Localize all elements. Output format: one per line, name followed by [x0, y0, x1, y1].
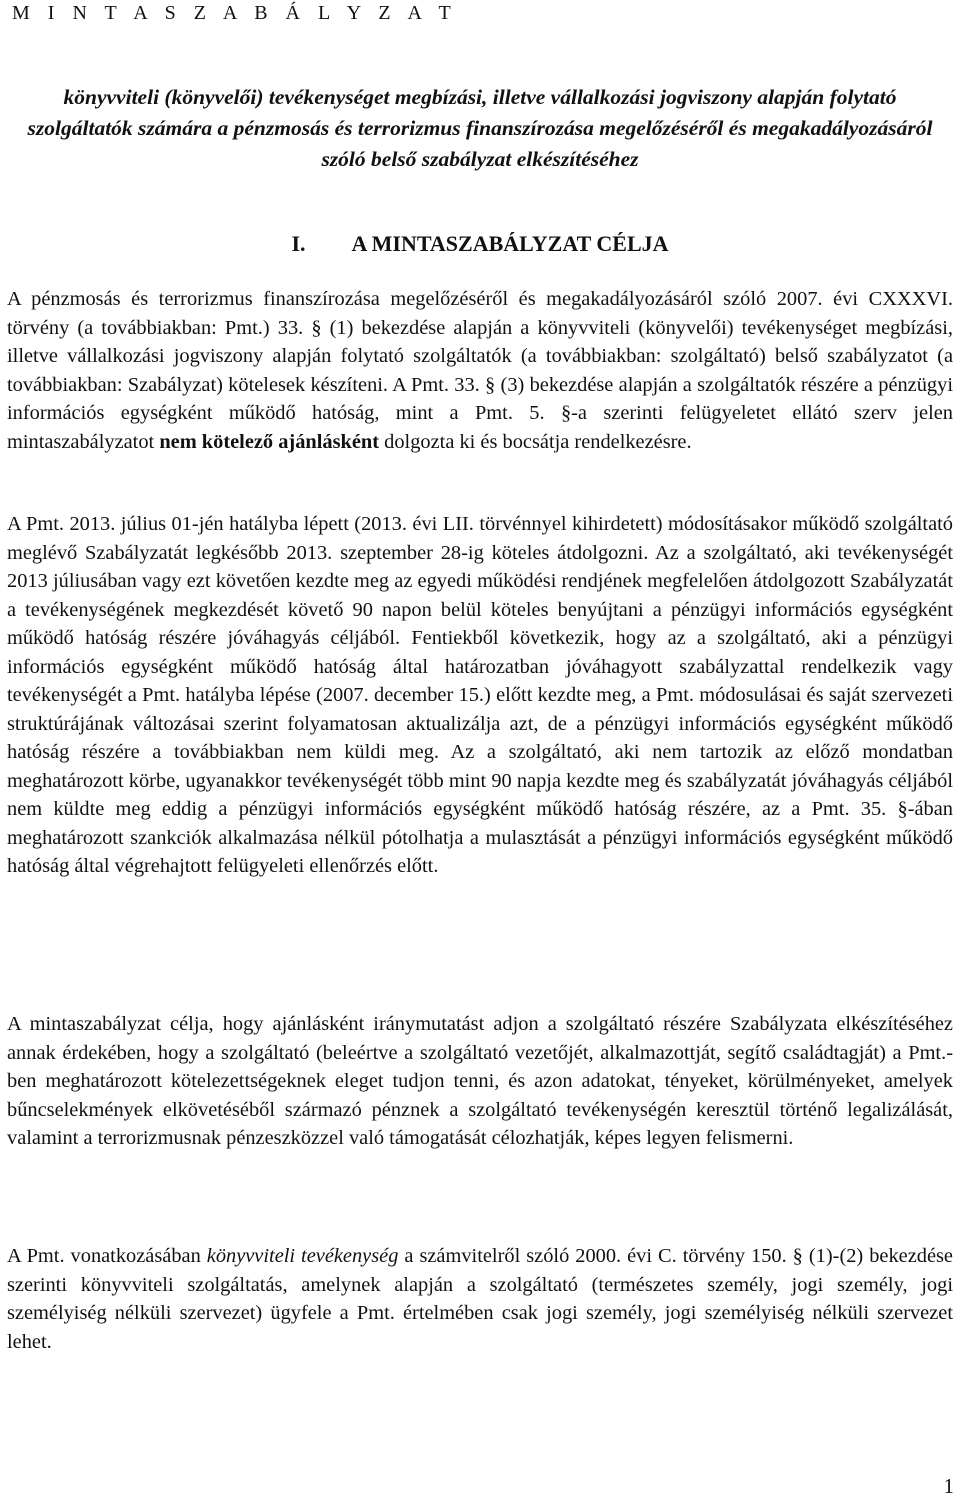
- paragraph-goal: A mintaszabályzat célja, hogy ajánlásként iránymutatást adjon a szolgáltató részére Szabályzata elkészítéséhez annak érdekében, hogy a szolgáltató (beleértve a szolgáltató vezetőjét, alkalmazottját, segítő családtagját) a Pmt.-ben meghatározott kötelezettségeknek eleget tudjon tenni, és azon adatokat, tényeket, körülményeket, amelyek bűncselekmények elkövetéséből származó pénznek a szolgáltató tevékenységén keresztül történő legalizálását, valamint a terrorizmusnak pénzeszközzel való támogatását célozhatják, képes legyen felismerni.: [7, 1013, 953, 1149]
- page-number: 1: [943, 1474, 954, 1498]
- paragraph-text: A Pmt. vonatkozásában: [7, 1245, 207, 1267]
- paragraph-text: a számvitelről szóló 2000. évi C. törvény 150. § (1)-(2) bekezdése szerinti könyvviteli szolgáltatás, amelynek alapján a szolgáltató (természetes személy, jogi személy, jogi személyiség nélküli szervezet) ügyfele a Pmt. értelmében csak jogi személy, jogi személyiség nélküli szervezet lehet.: [7, 1245, 953, 1353]
- section-heading: [0, 226, 960, 262]
- section-title: A MINTASZABÁLYZAT CÉLJA: [351, 231, 669, 256]
- document-subtitle: könyvviteli (könyvelői) tevékenységet megbízási, illetve vállalkozási jogviszony alapján folytató szolgáltatók számára a pénzmosás és terrorizmus finanszírozása megelőzéséről és megakadályozásáról szóló belső szabályzat elkészítéséhez: [27, 85, 933, 171]
- emphasis-text: nem kötelező ajánlásként: [159, 430, 380, 453]
- paragraph-amendment: A Pmt. 2013. július 01-jén hatályba lépett (2013. évi LII. törvénnyel kihirdetett) módosításakor működő szolgáltató meglévő Szabályzatát legkésőbb 2013. szeptember 28-ig köteles átdolgozni. Az a szolgáltató, aki tevékenységét 2013 júliusában vagy ezt követően kezdte meg az egyedi működési rendjének megfelelően átdolgozott Szabályzatát a tevékenységének megkezdését követő 90 napon belül köteles benyújtani a pénzügyi információs egységként működő hatóság részére jóváhagyás céljából. Fentiekből következik, hogy az a szolgáltató, aki a pénzügyi információs egységként működő hatóság által határozatban jóváhagyott szabályzattal rendelkezik vagy tevékenységét a Pmt. hatályba lépése (2007. december 15.) előtt kezdte meg, a Pmt. módosulásai és saját szervezeti struktúrájának változásai szerint folyamatosan aktualizálja azt, de a pénzügyi információs egységként működő hatóság részére a továbbiakban nem küldi meg. Az a szolgáltató, aki nem tartozik az előző mondatban meghatározott körbe, ugyanakkor tevékenységét több mint 90 napja kezdte meg és szabályzatát jóváhagyás céljából nem küldte meg eddig a pénzügyi információs egységként működő hatóság részére, az a Pmt. 35. §-ában meghatározott szankciók alkalmazása nélkül pótolhatja a mulasztását a pénzügyi információs egységként működő hatóság által végrehajtott felügyeleti ellenőrzés előtt.: [7, 513, 953, 877]
- paragraph-text: dolgozta ki és bocsátja rendelkezésre.: [379, 430, 692, 453]
- paragraph-definition: [7, 1242, 953, 1356]
- italic-term: könyvviteli tevékenység: [206, 1245, 399, 1267]
- paragraph-text: A pénzmosás és terrorizmus finanszírozása megelőzéséről és megakadályozásáról szóló 2007. évi CXXXVI. törvény (a továbbiakban: Pmt.) 33. § (1) bekezdése alapján a könyvviteli (könyvelői) tevékenységet megbízási, illetve vállalkozási jogviszony alapján folytató szolgáltatók (a továbbiakban: szolgáltató) belső szabályzatot (a továbbiakban: Szabályzat) kötelesek készíteni. A Pmt. 33. § (3) bekezdése alapján a szolgáltatók részére a pénzügyi információs egységként működő hatóság, mint a Pmt. 5. §-a szerinti felügyeletet ellátó szerv jelen mintaszabályzatot: [7, 288, 953, 453]
- paragraph-purpose-basis: [7, 285, 953, 456]
- section-number: I.: [291, 231, 306, 256]
- document-header: M I N T A S Z A B Á L Y Z A T: [12, 2, 458, 24]
